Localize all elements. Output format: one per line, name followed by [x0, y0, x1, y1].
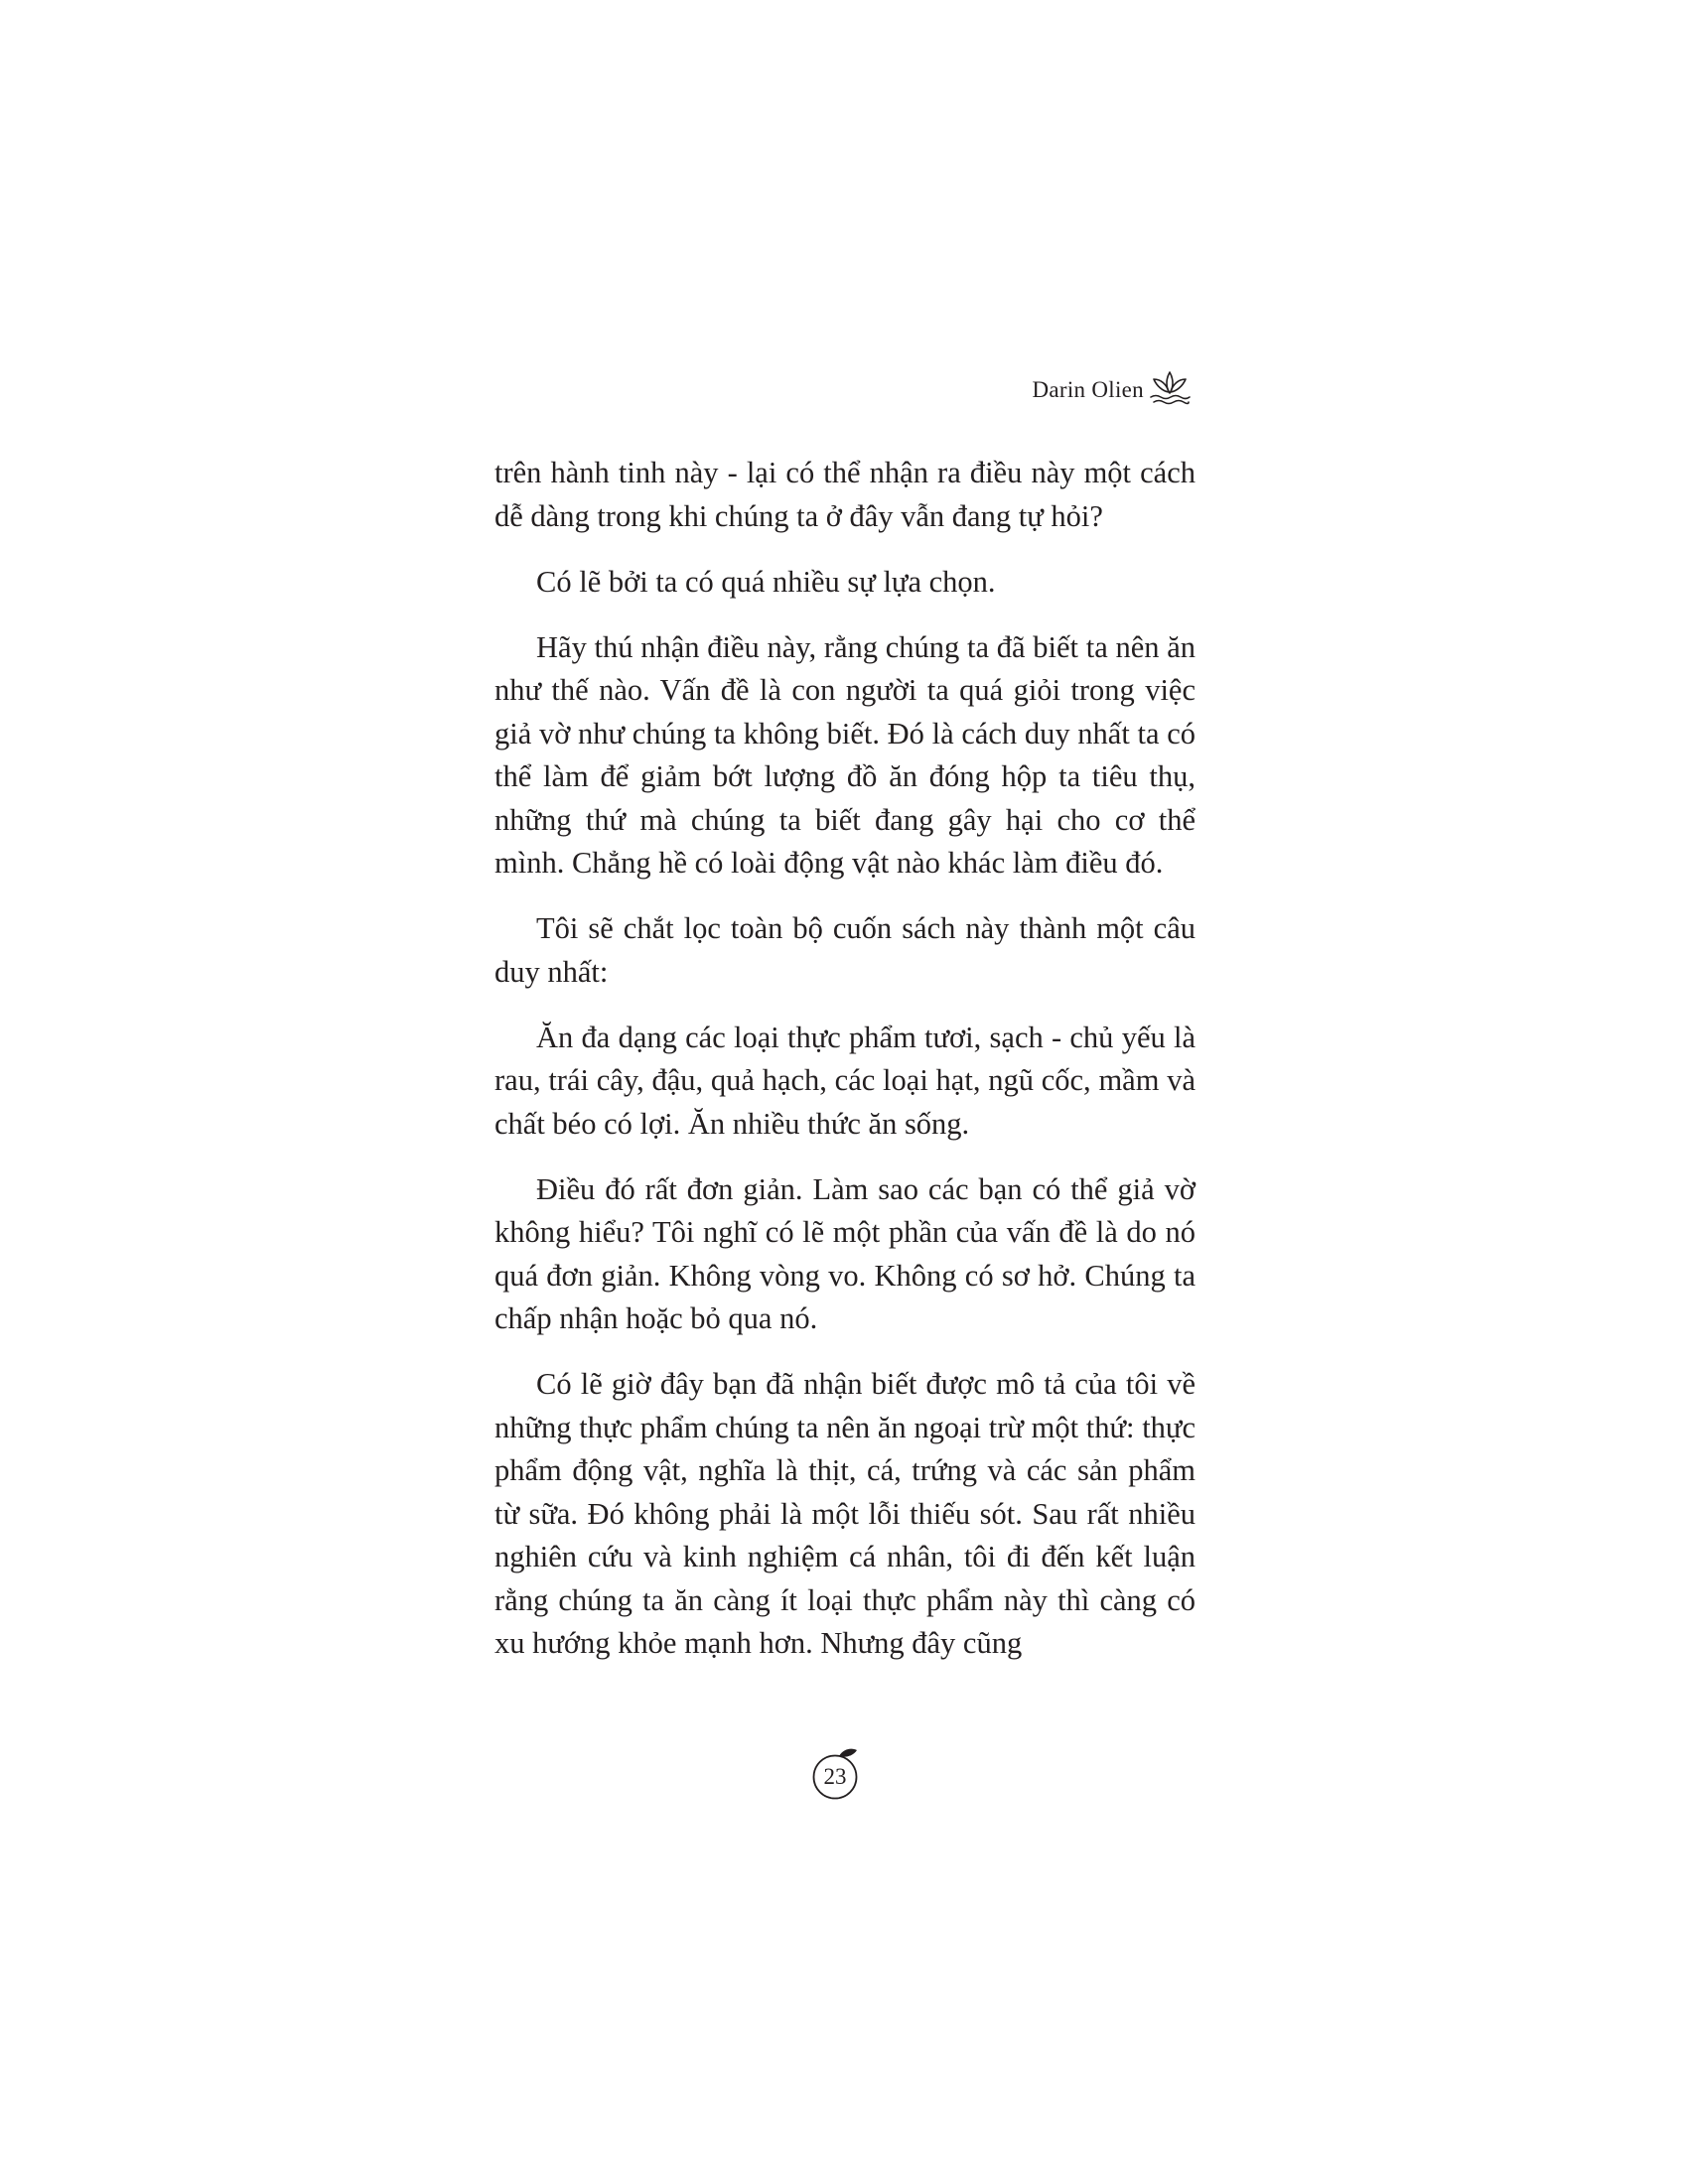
body-text [494, 452, 1196, 1688]
paragraph: Điều đó rất đơn giản. Làm sao các bạn có thể giả vờ không hiểu? Tôi nghĩ có lẽ một phần của vấn đề là do nó quá đơn giản. Không vòng vo. Không có sơ hở. Chúng ta chấp nhận hoặc bỏ qua nó. [494, 1171, 1196, 1335]
running-header [993, 367, 1192, 417]
paragraph-continuation: trên hành tinh này - lại có thể nhận ra điều này một cách dễ dàng trong khi chúng ta ở đây vẫn đang tự hỏi? [494, 456, 1196, 533]
paragraph: Hãy thú nhận điều này, rằng chúng ta đã biết ta nên ăn như thế nào. Vấn đề là con người ta quá giỏi trong việc giả vờ như chúng ta không biết. Đó là cách duy nhất ta có thể làm để giảm bớt lượng đồ ăn đóng hộp ta tiêu thụ, những thứ mà chúng ta biết đang gây hại cho cơ thể mình. Chẳng hề có loài động vật nào khác làm điều đó. [494, 629, 1196, 880]
paragraph: Có lẽ bởi ta có quá nhiều sự lựa chọn. [536, 564, 996, 599]
author-name: Darin Olien [1032, 377, 1144, 402]
paragraph: Có lẽ giờ đây bạn đã nhận biết được mô tả của tôi về những thực phẩm chúng ta nên ăn ngoại trừ một thứ: thực phẩm động vật, nghĩa là thịt, cá, trứng và các sản phẩm từ sữa. Đó không phải là một lỗi thiếu sót. Sau rất nhiều nghiên cứu và kinh nghiệm cá nhân, tôi đi đến kết luận rằng chúng ta ăn càng ít loại thực phẩm này thì càng có xu hướng khỏe mạnh hơn. Nhưng đây cũng [494, 1367, 1196, 1660]
page-number-badge [808, 1743, 868, 1803]
paragraph: Tôi sẽ chắt lọc toàn bộ cuốn sách này thành một câu duy nhất: [494, 911, 1196, 989]
page-number: 23 [823, 1764, 847, 1789]
leaf-sprout-icon [1148, 367, 1192, 407]
paragraph-key-summary: Ăn đa dạng các loại thực phẩm tươi, sạch - chủ yếu là rau, trái cây, đậu, quả hạch, các loại hạt, ngũ cốc, mầm và chất béo có lợi. Ăn nhiều thức ăn sống. [494, 1020, 1196, 1141]
